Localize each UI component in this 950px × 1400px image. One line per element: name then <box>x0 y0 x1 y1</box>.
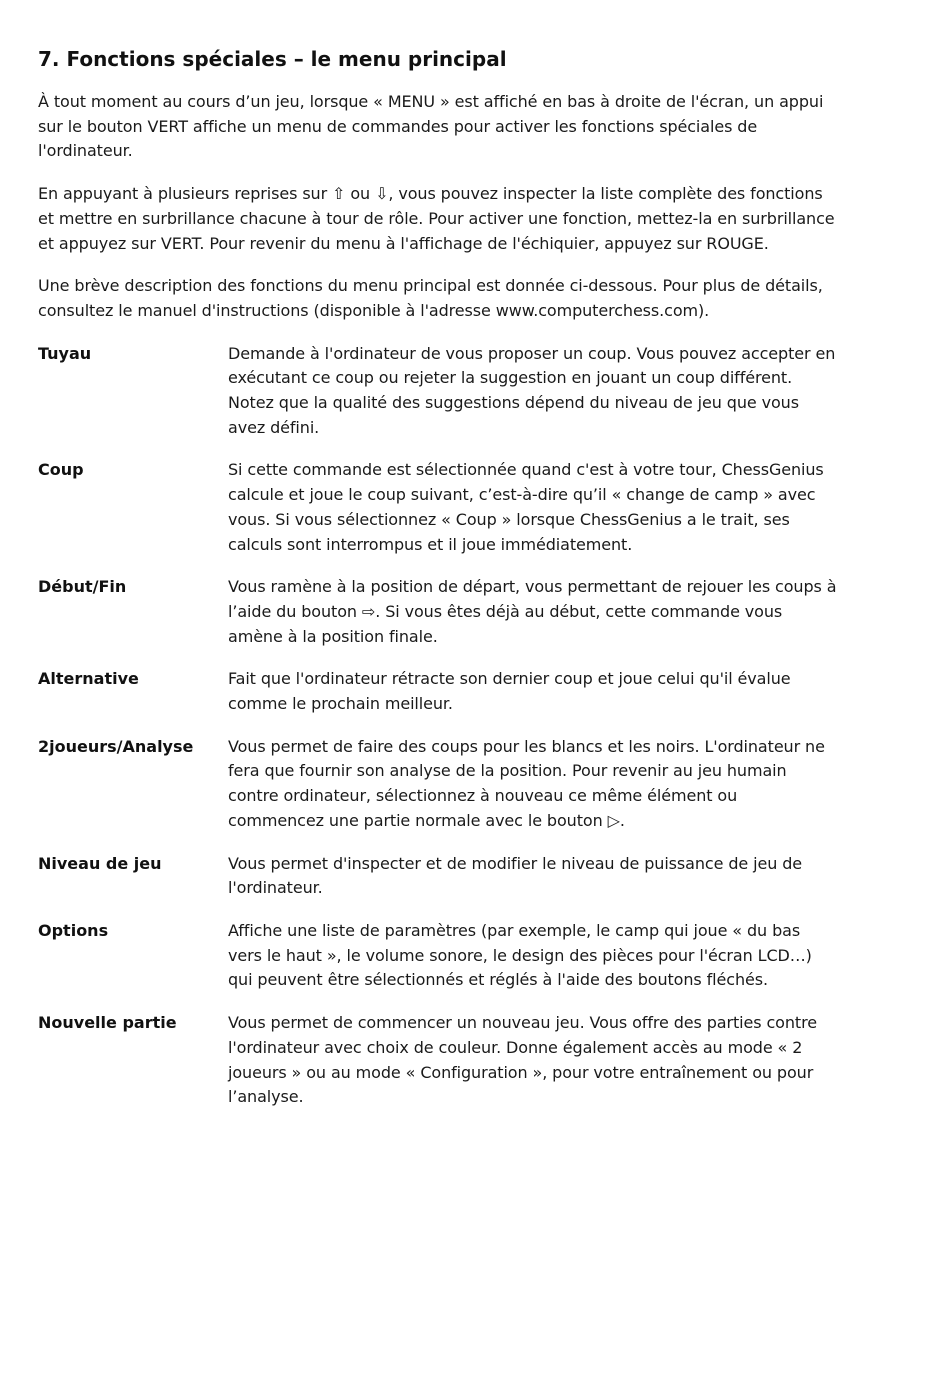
description-options: Affiche une liste de paramètres (par exemple, le camp qui joue « du bas vers le haut », le volume sonore, le design des pièces pour l'écran LCD…) qui peuvent être sélectionnés et réglés à l'aide des boutons fléchés. <box>228 920 812 990</box>
intro-paragraph-navigation: En appuyant à plusieurs reprises sur ⇧ ou ⇩, vous pouvez inspecter la liste complète des fonctions et mettre en surbrillance chacune à tour de rôle. Pour activer une fonction, mettez-la en surbrillance et appuyez sur VERT. Pour revenir du menu à l'affichage de l'échiquier, appuyez sur ROUGE. <box>38 184 835 253</box>
definition-row-alternative <box>38 667 838 716</box>
function-definition-list <box>38 342 838 1110</box>
term-tuyau: Tuyau <box>38 343 92 363</box>
description-debut-fin: Vous ramène à la position de départ, vous permettant de rejouer les coups à l’aide du bouton ⇨. Si vous êtes déjà au début, cette commande vous amène à la position finale. <box>228 577 837 646</box>
definition-row-tuyau <box>38 342 838 441</box>
term-alternative: Alternative <box>38 669 139 689</box>
term-debut-fin: Début/Fin <box>38 577 127 597</box>
description-nouvelle-partie: Vous permet de commencer un nouveau jeu. Vous offre des parties contre l'ordinateur avec choix de couleur. Donne également accès au mode « 2 joueurs » ou au mode « Configuration », pour votre entraînement ou pour l’analyse. <box>228 1013 817 1107</box>
intro-paragraph-description: Une brève description des fonctions du menu principal est donnée ci-dessous. Pour plus de détails, consultez le manuel d'instructions (disponible à l'adresse www.computerchess.com). <box>38 276 823 320</box>
intro-paragraph-menu: À tout moment au cours d’un jeu, lorsque « MENU » est affiché en bas à droite de l'écran, un appui sur le bouton VERT affiche un menu de commandes pour activer les fonctions spéciales de l'ordinateur. <box>38 92 824 161</box>
description-alternative: Fait que l'ordinateur rétracte son dernier coup et joue celui qu'il évalue comme le prochain meilleur. <box>228 669 791 714</box>
term-niveau-de-jeu: Niveau de jeu <box>38 853 162 873</box>
definition-row-nouvelle-partie <box>38 1011 838 1110</box>
description-2joueurs-analyse: Vous permet de faire des coups pour les blancs et les noirs. L'ordinateur ne fera que fournir son analyse de la position. Pour revenir au jeu humain contre ordinateur, sélectionnez à nouveau ce même élément ou commencez une partie normale avec le bouton ▷. <box>228 736 825 830</box>
description-coup: Si cette commande est sélectionnée quand c'est à votre tour, ChessGenius calcule et joue le coup suivant, c’est-à-dire qu’il « change de camp » avec vous. Si vous sélectionnez « Coup » lorsque ChessGenius a le trait, ses calculs sont interrompus et il joue immédiatement. <box>228 460 824 554</box>
section-title: 7. Fonctions spéciales – le menu principal <box>38 47 507 71</box>
definition-row-niveau-de-jeu <box>38 852 838 901</box>
definition-row-debut-fin <box>38 575 838 649</box>
document-page <box>38 44 838 1128</box>
definition-row-coup <box>38 458 838 557</box>
term-coup: Coup <box>38 460 84 480</box>
term-nouvelle-partie: Nouvelle partie <box>38 1013 177 1033</box>
description-tuyau: Demande à l'ordinateur de vous proposer un coup. Vous pouvez accepter en exécutant ce coup ou rejeter la suggestion en jouant un coup différent. Notez que la qualité des suggestions dépend du niveau de jeu que vous avez défini. <box>228 343 836 437</box>
definition-row-options <box>38 919 838 993</box>
definition-row-2joueurs-analyse <box>38 735 838 834</box>
term-2joueurs-analyse: 2joueurs/Analyse <box>38 736 194 756</box>
term-options: Options <box>38 920 109 940</box>
description-niveau-de-jeu: Vous permet d'inspecter et de modifier le niveau de puissance de jeu de l'ordinateur. <box>228 853 803 898</box>
